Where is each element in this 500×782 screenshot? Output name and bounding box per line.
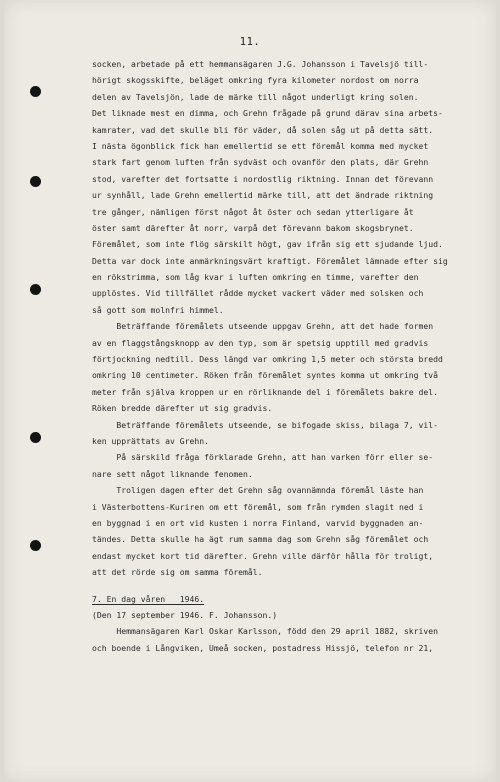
punch-hole bbox=[30, 284, 41, 295]
text-line: och boende i Långviken, Umeå socken, postadress Hissjö, telefon nr 21, bbox=[92, 642, 434, 653]
text-line: tre gånger, nämligen först något åt öster och sedan ytterligare åt bbox=[92, 206, 414, 217]
text-line: öster samt därefter åt norr, varpå det förevann bakom skogsbrynet. bbox=[92, 222, 414, 233]
text-line: meter från själva kroppen ur en rörliknande del i föremålets bakre del. bbox=[92, 386, 438, 397]
text-line: endast mycket kort tid därefter. Grehn ville därför hålla för troligt, bbox=[92, 550, 434, 561]
page-number: 11. bbox=[239, 36, 261, 48]
text-line: kamrater, vad det skulle bli för väder, då solen såg ut på detta sätt. bbox=[92, 124, 434, 135]
text-line: en byggnad i en ort vid kusten i norra Finland, varvid byggnaden an- bbox=[92, 517, 424, 528]
text-line: så gott som molnfri himmel. bbox=[92, 304, 224, 315]
text-line: stod, varefter det fortsatte i nordostlig riktning. Innan det förevann bbox=[92, 173, 434, 184]
document-page bbox=[4, 0, 496, 782]
text-line: Troligen dagen efter det Grehn såg ovannämnda föremål läste han bbox=[92, 485, 424, 496]
paragraph-gap bbox=[92, 581, 484, 591]
text-line: Hemmansägaren Karl Oskar Karlsson, född den 29 april 1882, skriven bbox=[92, 626, 438, 637]
text-line: förtjockning nedtill. Dess längd var omkring 1,5 meter och största bredd bbox=[92, 354, 443, 365]
section-heading-text: 7. En dag våren 1946. bbox=[92, 593, 205, 604]
text-line: att det rörde sig om samma föremål. bbox=[92, 567, 263, 578]
text-line: i Västerbottens-Kuriren om ett föremål, som från rymden slagit ned i bbox=[92, 501, 424, 512]
section-heading bbox=[92, 591, 484, 607]
text-line: Röken bredde därefter ut sig gradvis. bbox=[92, 403, 273, 414]
document-body bbox=[92, 56, 484, 656]
text-line: Beträffande föremålets utseende uppgav Grehn, att det hade formen bbox=[92, 321, 434, 332]
text-line: Detta var dock inte anmärkningsvärt kraftigt. Föremålet lämnade efter sig bbox=[92, 255, 448, 266]
punch-hole bbox=[30, 432, 41, 443]
text-line: stark fart genom luften från sydväst och ovanför den plats, där Grehn bbox=[92, 157, 429, 168]
text-line: Beträffande föremålets utseende, se bifogade skiss, bilaga 7, vil- bbox=[92, 419, 438, 430]
text-line: omkring 10 centimeter. Röken från föremålet syntes komma ut omkring två bbox=[92, 370, 438, 381]
punch-hole bbox=[30, 176, 41, 187]
text-line: socken, arbetade på ett hemmansägaren J.G. Johansson i Tavelsjö till- bbox=[92, 59, 429, 69]
text-line: ken upprättats av Grehn. bbox=[92, 435, 209, 446]
text-line: upplöstes. Vid tillfället rådde mycket vackert väder med solsken och bbox=[92, 288, 424, 299]
text-line: Föremålet, som inte flög särskilt högt, gav ifrån sig ett sjudande ljud. bbox=[92, 239, 443, 250]
text-line: tändes. Detta skulle ha ägt rum samma dag som Grehn såg föremålet och bbox=[92, 534, 429, 545]
text-line: På särskild fråga förklarade Grehn, att han varken förr eller se- bbox=[92, 452, 434, 463]
text-line: av en flaggstångsknopp av den typ, som är spetsig upptill med gradvis bbox=[92, 337, 429, 348]
text-line: Det liknade mest en dimma, och Grehn frågade på grund därav sina arbets- bbox=[92, 108, 443, 119]
text-line: delen av Tavelsjön, lade de märke till något underligt kring solen. bbox=[92, 91, 419, 102]
punch-hole bbox=[30, 540, 41, 551]
text-line: hörigt skogsskifte, beläget omkring fyra kilometer nordost om norra bbox=[92, 75, 419, 86]
text-line: en rökstrimma, som låg kvar i luften omkring en timme, varefter den bbox=[92, 272, 419, 283]
text-line: ur synhåll, lade Grehn emellertid märke till, att det ändrade riktning bbox=[92, 190, 434, 201]
text-line: (Den 17 september 1946. F. Johansson.) bbox=[92, 609, 278, 620]
text-line: I nästa ögonblick fick han emellertid se ett föremål komma med mycket bbox=[92, 140, 429, 151]
text-line: nare sett något liknande fenomen. bbox=[92, 468, 253, 479]
punch-hole bbox=[30, 86, 41, 97]
